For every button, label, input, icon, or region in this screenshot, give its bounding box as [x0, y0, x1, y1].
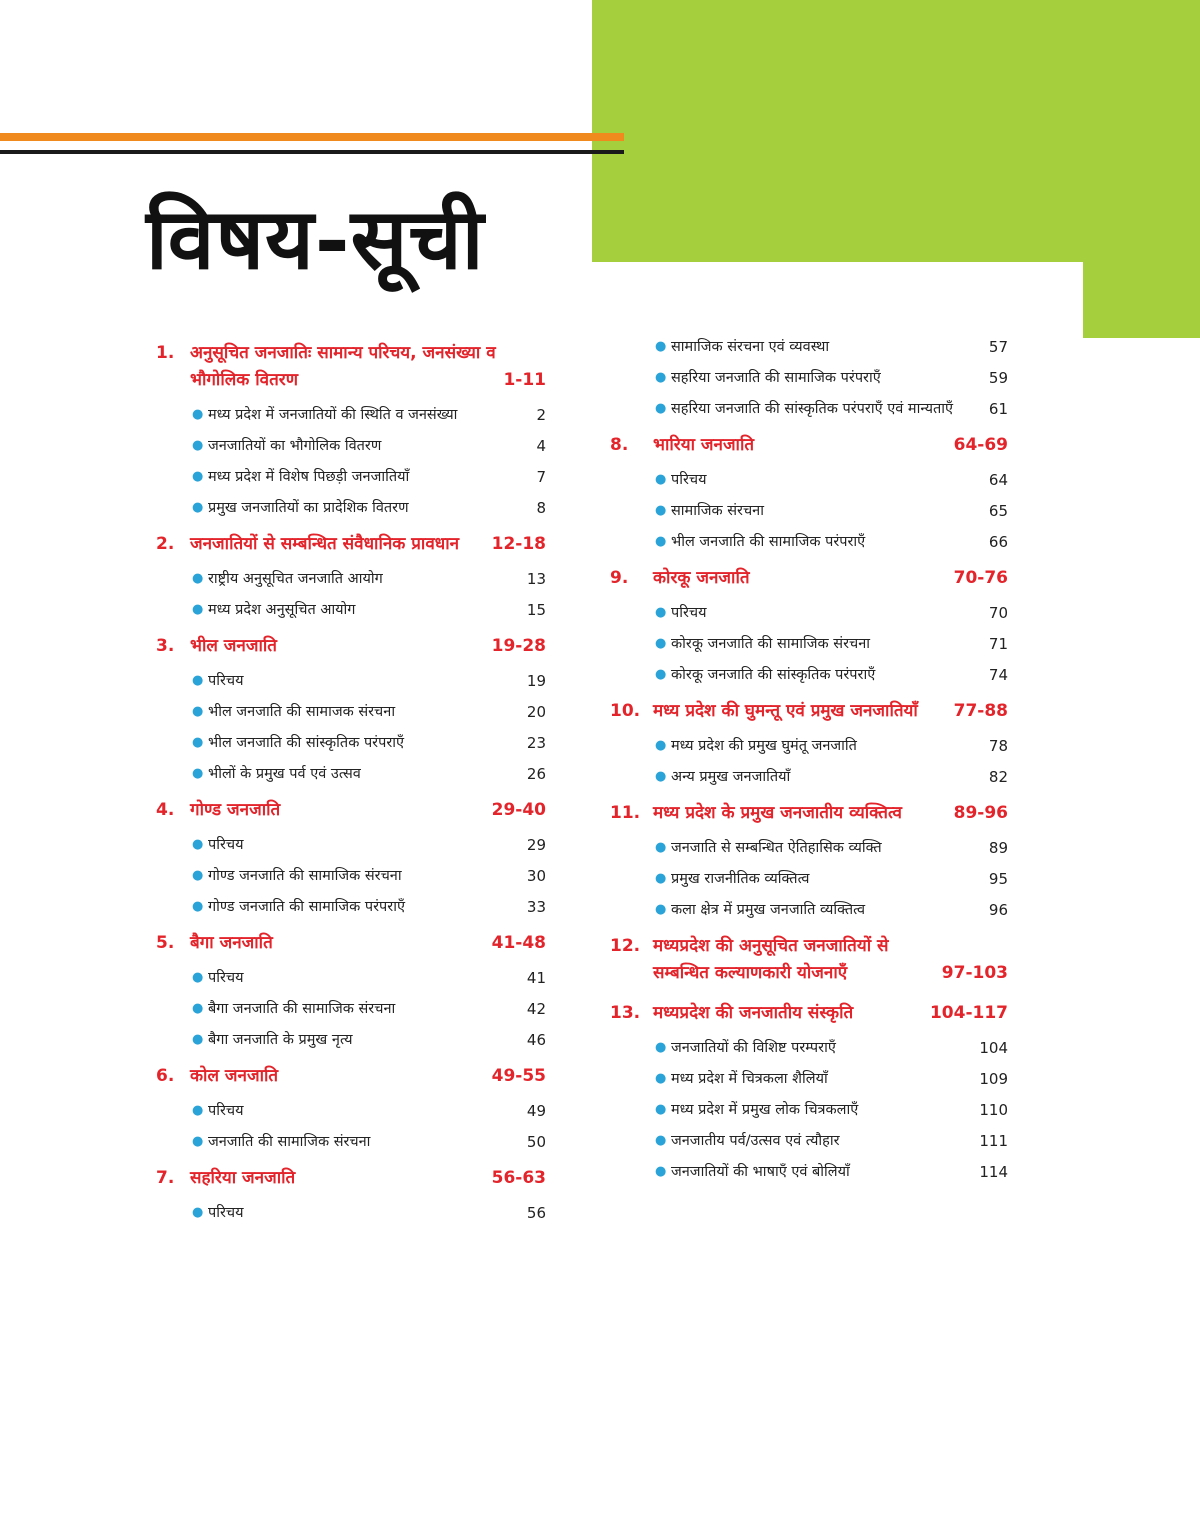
page-number: 97-103 [941, 963, 1008, 983]
entry-title: जनजातियों से सम्बन्धित संवैधानिक प्रावधान [190, 534, 460, 554]
entry-title: गोण्ड जनजाति की सामाजिक परंपराएँ [208, 899, 405, 915]
page-number: 8 [536, 499, 546, 517]
toc-item[interactable] [610, 838, 1008, 858]
chapter-number: 7. [156, 1168, 175, 1188]
bullet-icon: ● [192, 1103, 204, 1118]
page-number: 50 [526, 1133, 546, 1151]
page-number: 61 [988, 400, 1008, 418]
bullet-icon: ● [192, 571, 204, 586]
toc-chapter[interactable] [156, 633, 546, 660]
page-number: 29 [526, 836, 546, 854]
bullet-icon: ● [192, 438, 204, 453]
entry-title: परिचय [208, 837, 244, 853]
toc-chapter[interactable] [610, 933, 1008, 987]
entry-title: बैगा जनजाति की सामाजिक संरचना [208, 1001, 396, 1017]
toc-right-column [610, 337, 1008, 1182]
toc-chapter[interactable] [156, 340, 546, 394]
page-number: 15 [526, 601, 546, 619]
bullet-icon: ● [655, 1071, 667, 1086]
page-number: 49 [526, 1102, 546, 1120]
entry-title: परिचय [671, 605, 707, 621]
page-number: 104 [979, 1039, 1008, 1057]
bullet-icon: ● [655, 738, 667, 753]
page-number: 77-88 [953, 701, 1008, 721]
entry-title: कोरकू जनजाति की सामाजिक संरचना [671, 636, 871, 652]
entry-title: परिचय [208, 673, 244, 689]
page-number: 104-117 [929, 1003, 1008, 1023]
bullet-icon: ● [192, 469, 204, 484]
toc-item[interactable] [156, 764, 546, 784]
entry-title: जनजाति से सम्बन्धित ऐतिहासिक व्यक्ति [671, 840, 882, 856]
bullet-icon: ● [655, 1133, 667, 1148]
bullet-icon: ● [192, 766, 204, 781]
page-number: 89 [988, 839, 1008, 857]
entry-title: परिचय [208, 970, 244, 986]
entry-title: मध्यप्रदेश की जनजातीय संस्कृति [653, 1003, 854, 1023]
toc-item[interactable] [156, 968, 546, 988]
page-number: 12-18 [491, 534, 546, 554]
toc-item[interactable] [156, 897, 546, 917]
page-number: 64-69 [953, 435, 1008, 455]
page-number: 95 [988, 870, 1008, 888]
page-number: 33 [526, 898, 546, 916]
page-number: 23 [526, 734, 546, 752]
bullet-icon: ● [655, 339, 667, 354]
entry-title: जनजातियों की भाषाएँ एवं बोलियाँ [671, 1164, 850, 1180]
toc-item[interactable] [610, 470, 1008, 490]
toc-item[interactable] [156, 702, 546, 722]
chapter-number: 11. [610, 803, 641, 823]
page-number: 64 [988, 471, 1008, 489]
entry-title: बैगा जनजाति के प्रमुख नृत्य [208, 1032, 353, 1048]
page-number: 30 [526, 867, 546, 885]
bullet-icon: ● [655, 1040, 667, 1055]
entry-title: मध्य प्रदेश अनुसूचित आयोग [208, 602, 356, 618]
chapter-number: 9. [610, 568, 629, 588]
entry-title: भील जनजाति [190, 636, 277, 656]
page-number: 7 [536, 468, 546, 486]
bullet-icon: ● [192, 837, 204, 852]
bullet-icon: ● [192, 970, 204, 985]
toc-item[interactable] [156, 1101, 546, 1121]
bullet-icon: ● [192, 1205, 204, 1220]
bullet-icon: ● [655, 1102, 667, 1117]
bullet-icon: ● [655, 769, 667, 784]
entry-title: मध्य प्रदेश में चित्रकला शैलियाँ [671, 1071, 828, 1087]
toc-chapter[interactable] [156, 1063, 546, 1090]
page-number: 114 [979, 1163, 1008, 1181]
page-number: 109 [979, 1070, 1008, 1088]
entry-title: बैगा जनजाति [190, 933, 273, 953]
toc-item[interactable] [156, 671, 546, 691]
page-number: 89-96 [953, 803, 1008, 823]
page-number: 2 [536, 406, 546, 424]
entry-title: सामाजिक संरचना [671, 503, 764, 519]
toc-item[interactable] [156, 436, 546, 456]
entry-title: राष्ट्रीय अनुसूचित जनजाति आयोग [208, 571, 383, 587]
entry-title: मध्य प्रदेश में विशेष पिछड़ी जनजातियाँ [208, 469, 410, 485]
bullet-icon: ● [192, 1134, 204, 1149]
toc-item[interactable] [156, 1132, 546, 1152]
bullet-icon: ● [655, 1164, 667, 1179]
toc-item[interactable] [610, 665, 1008, 685]
black-rule [0, 150, 624, 154]
bullet-icon: ● [655, 534, 667, 549]
entry-title: मध्य प्रदेश में प्रमुख लोक चित्रकलाएँ [671, 1102, 859, 1118]
toc-item[interactable] [610, 501, 1008, 521]
bullet-icon: ● [655, 605, 667, 620]
toc-item[interactable] [610, 1069, 1008, 1089]
toc-item[interactable] [156, 866, 546, 886]
toc-item[interactable] [156, 569, 546, 589]
toc-item[interactable] [156, 600, 546, 620]
page-number: 26 [526, 765, 546, 783]
toc-item[interactable] [610, 634, 1008, 654]
entry-title: जनजातियों का भौगोलिक वितरण [208, 438, 382, 454]
entry-title: भील जनजाति की सांस्कृतिक परंपराएँ [208, 735, 405, 751]
toc-item[interactable] [610, 1100, 1008, 1120]
page-number: 65 [988, 502, 1008, 520]
page-number: 82 [988, 768, 1008, 786]
page-number: 111 [979, 1132, 1008, 1150]
bullet-icon: ● [655, 667, 667, 682]
bullet-icon: ● [192, 899, 204, 914]
page-number: 74 [988, 666, 1008, 684]
entry-title: जनजातियों की विशिष्ट परम्पराएँ [671, 1040, 836, 1056]
entry-title: कोल जनजाति [190, 1066, 279, 1086]
toc-item[interactable] [156, 835, 546, 855]
page-number: 4 [536, 437, 546, 455]
entry-title: मध्यप्रदेश की अनुसूचित जनजातियों से सम्बन्धित कल्याणकारी योजनाएँ [653, 936, 889, 983]
toc-item[interactable] [610, 532, 1008, 552]
toc-chapter[interactable] [610, 565, 1008, 592]
page-number: 70 [988, 604, 1008, 622]
page-number: 56-63 [491, 1168, 546, 1188]
page-number: 110 [979, 1101, 1008, 1119]
toc-item[interactable] [610, 900, 1008, 920]
toc-item[interactable] [610, 337, 1008, 357]
chapter-number: 3. [156, 636, 175, 656]
page-number: 13 [526, 570, 546, 588]
toc-left-column [156, 340, 546, 1223]
toc-chapter[interactable] [156, 531, 546, 558]
toc-item[interactable] [156, 498, 546, 518]
page-number: 66 [988, 533, 1008, 551]
toc-item[interactable] [610, 1131, 1008, 1151]
chapter-number: 6. [156, 1066, 175, 1086]
toc-chapter[interactable] [610, 432, 1008, 459]
entry-title: सहरिया जनजाति की सांस्कृतिक परंपराएँ एवं मान्यताएँ [671, 401, 954, 417]
entry-title: सहरिया जनजाति की सामाजिक परंपराएँ [671, 370, 881, 386]
toc-item[interactable] [610, 767, 1008, 787]
bullet-icon: ● [192, 500, 204, 515]
bullet-icon: ● [655, 503, 667, 518]
chapter-number: 8. [610, 435, 629, 455]
entry-title: सामाजिक संरचना एवं व्यवस्था [671, 339, 830, 355]
bullet-icon: ● [655, 840, 667, 855]
bullet-icon: ● [192, 704, 204, 719]
page-number: 71 [988, 635, 1008, 653]
bullet-icon: ● [655, 472, 667, 487]
entry-title: भीलों के प्रमुख पर्व एवं उत्सव [208, 766, 361, 782]
entry-title: मध्य प्रदेश में जनजातियों की स्थिति व जनसंख्या [208, 407, 458, 423]
toc-item[interactable] [610, 1038, 1008, 1058]
entry-title: गोण्ड जनजाति [190, 800, 281, 820]
entry-title: परिचय [208, 1103, 244, 1119]
entry-title: अन्य प्रमुख जनजातियाँ [671, 769, 791, 785]
entry-title: जनजातीय पर्व/उत्सव एवं त्यौहार [671, 1133, 840, 1149]
page-number: 29-40 [491, 800, 546, 820]
toc-item[interactable] [610, 603, 1008, 623]
entry-title: भारिया जनजाति [653, 435, 755, 455]
page-number: 56 [526, 1204, 546, 1222]
page-number: 59 [988, 369, 1008, 387]
bullet-icon: ● [192, 407, 204, 422]
entry-title: सहरिया जनजाति [190, 1168, 296, 1188]
page-number: 70-76 [953, 568, 1008, 588]
chapter-number: 2. [156, 534, 175, 554]
toc-item[interactable] [610, 869, 1008, 889]
page-number: 78 [988, 737, 1008, 755]
entry-title: कोरकू जनजाति की सांस्कृतिक परंपराएँ [671, 667, 876, 683]
bullet-icon: ● [655, 370, 667, 385]
page-title: विषय-सूची [146, 189, 485, 288]
chapter-number: 4. [156, 800, 175, 820]
entry-title: गोण्ड जनजाति की सामाजिक संरचना [208, 868, 402, 884]
page-number: 46 [526, 1031, 546, 1049]
page-number: 96 [988, 901, 1008, 919]
toc-item[interactable] [156, 999, 546, 1019]
toc-chapter[interactable] [156, 930, 546, 957]
toc-item[interactable] [156, 1203, 546, 1223]
entry-title: मध्य प्रदेश की प्रमुख घुमंतू जनजाति [671, 738, 857, 754]
green-decor-block [592, 0, 1200, 262]
entry-title: प्रमुख राजनीतिक व्यक्तित्व [671, 871, 810, 887]
entry-title: परिचय [671, 472, 707, 488]
toc-item[interactable] [156, 1030, 546, 1050]
toc-chapter[interactable] [610, 698, 1008, 725]
page-number: 20 [526, 703, 546, 721]
page-number: 41 [526, 969, 546, 987]
bullet-icon: ● [655, 871, 667, 886]
bullet-icon: ● [192, 602, 204, 617]
page-number: 19-28 [491, 636, 546, 656]
page-number: 42 [526, 1000, 546, 1018]
toc-item[interactable] [156, 733, 546, 753]
green-decor-strip [1083, 262, 1200, 338]
toc-chapter[interactable] [610, 1000, 1008, 1027]
entry-title: मध्य प्रदेश के प्रमुख जनजातीय व्यक्तित्व [653, 803, 902, 823]
toc-item[interactable] [610, 736, 1008, 756]
toc-item[interactable] [610, 399, 1008, 419]
entry-title: परिचय [208, 1205, 244, 1221]
entry-title: कोरकू जनजाति [653, 568, 750, 588]
bullet-icon: ● [192, 673, 204, 688]
bullet-icon: ● [192, 735, 204, 750]
chapter-number: 1. [156, 343, 175, 363]
page-number: 41-48 [491, 933, 546, 953]
chapter-number: 10. [610, 701, 641, 721]
bullet-icon: ● [655, 636, 667, 651]
bullet-icon: ● [192, 868, 204, 883]
chapter-number: 13. [610, 1003, 641, 1023]
entry-title: प्रमुख जनजातियों का प्रादेशिक वितरण [208, 500, 409, 516]
toc-chapter[interactable] [156, 797, 546, 824]
entry-title: मध्य प्रदेश की घुमन्तू एवं प्रमुख जनजातियाँ [653, 701, 918, 721]
entry-title: जनजाति की सामाजिक संरचना [208, 1134, 371, 1150]
toc-chapter[interactable] [610, 800, 1008, 827]
entry-title: भील जनजाति की सामाजिक परंपराएँ [671, 534, 866, 550]
bullet-icon: ● [192, 1032, 204, 1047]
page-number: 49-55 [491, 1066, 546, 1086]
page-number: 1-11 [503, 370, 546, 390]
toc-chapter[interactable] [156, 1165, 546, 1192]
toc-item[interactable] [156, 467, 546, 487]
chapter-number: 5. [156, 933, 175, 953]
chapter-number: 12. [610, 936, 641, 956]
entry-title: कला क्षेत्र में प्रमुख जनजाति व्यक्तित्व [671, 902, 866, 918]
toc-item[interactable] [156, 405, 546, 425]
entry-title: भील जनजाति की सामाजक संरचना [208, 704, 396, 720]
toc-item[interactable] [610, 368, 1008, 388]
entry-title: अनुसूचित जनजातिः सामान्य परिचय, जनसंख्या व भौगोलिक वितरण [190, 343, 496, 390]
orange-rule [0, 133, 624, 141]
bullet-icon: ● [655, 902, 667, 917]
toc-item[interactable] [610, 1162, 1008, 1182]
bullet-icon: ● [655, 401, 667, 416]
page-number: 57 [988, 338, 1008, 356]
bullet-icon: ● [192, 1001, 204, 1016]
page-number: 19 [526, 672, 546, 690]
